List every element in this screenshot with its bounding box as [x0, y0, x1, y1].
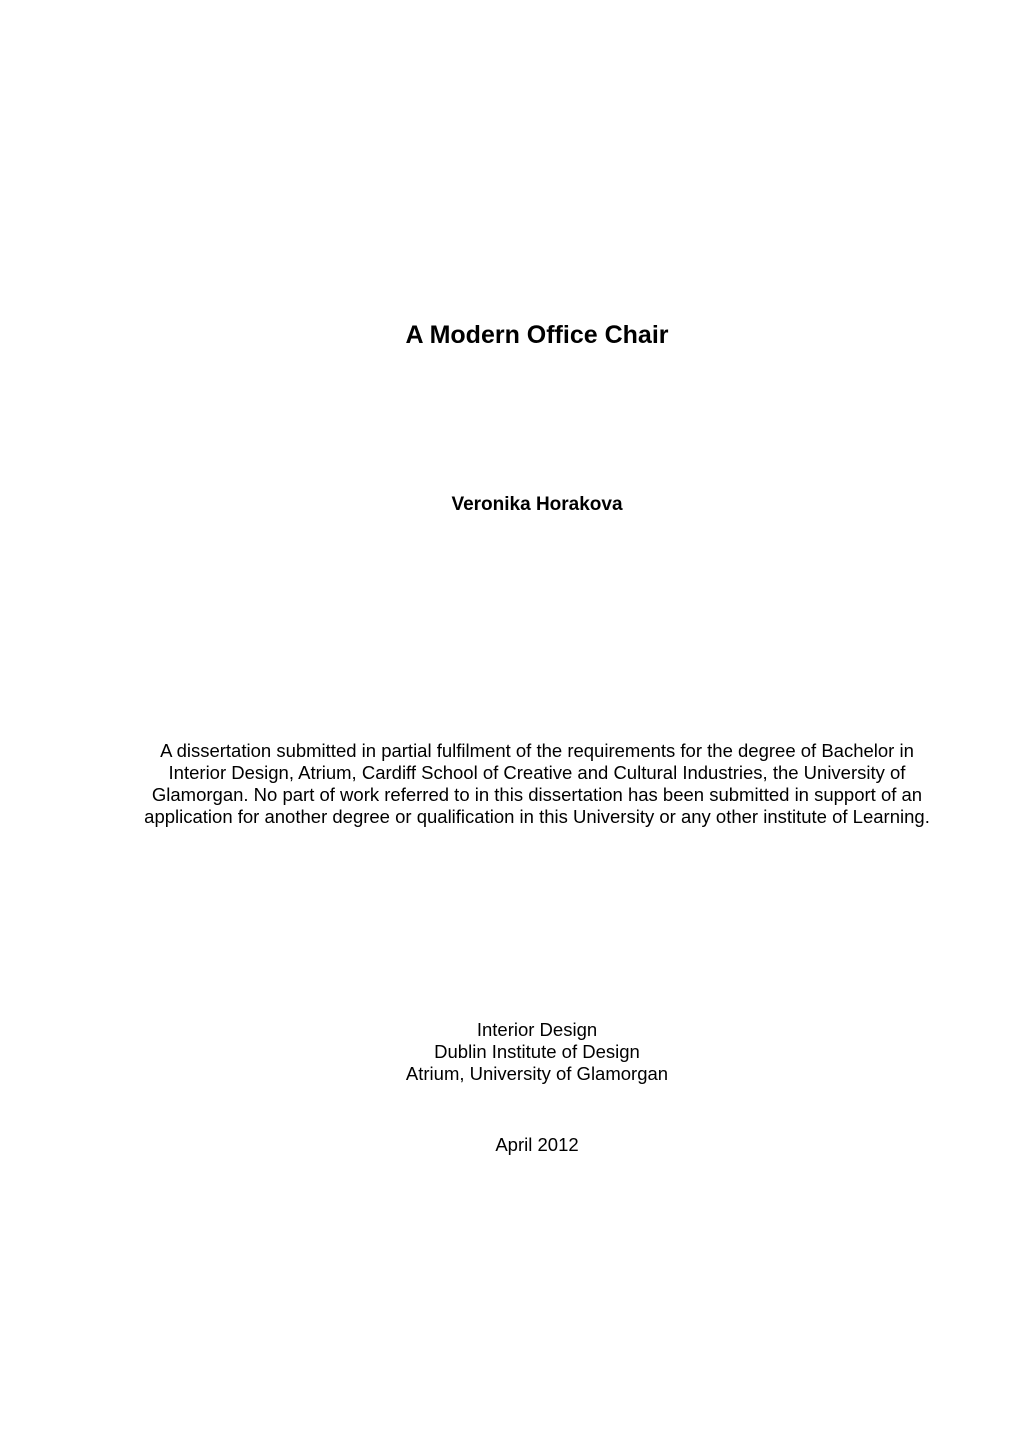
submission-statement: A dissertation submitted in partial fulfilment of the requirements for the degree of Bachelor in Interior Design, Atrium, Cardiff School of Creative and Cultural Industries, the University of Glamorgan. No part of work referred to in this dissertation has been submitted in support of an application for another degree or qualification in this University or any other institute of Learning. [144, 740, 930, 827]
affiliation-block [0, 1019, 1024, 1085]
department-line: Interior Design [476, 1019, 598, 1040]
institute-line: Dublin Institute of Design [434, 1041, 640, 1062]
dissertation-title: A Modern Office Chair [405, 321, 669, 349]
university-line: Atrium, University of Glamorgan [405, 1063, 669, 1084]
author-name: Veronika Horakova [451, 494, 623, 515]
submission-date: April 2012 [495, 1134, 579, 1155]
